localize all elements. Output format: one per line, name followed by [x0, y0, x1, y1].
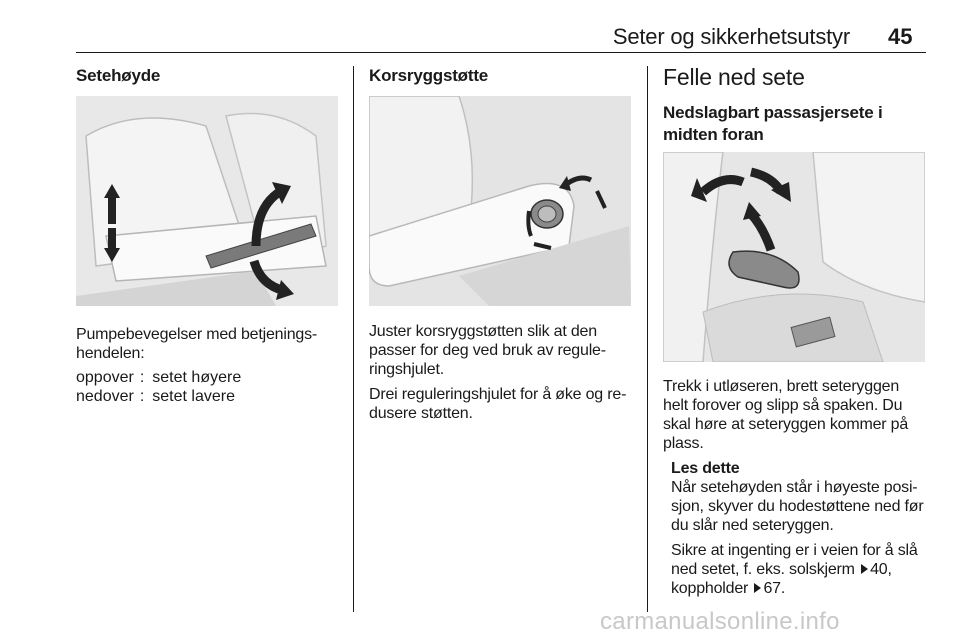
seat-height-intro [76, 325, 341, 363]
seat-height-illustration [76, 96, 338, 306]
watermark-text: carmanualsonline.info [600, 608, 840, 635]
intro-line: hendelen: [76, 345, 145, 362]
list-value: setet høyere [152, 369, 242, 386]
section-heading-setehoyde: Setehøyde [76, 66, 161, 85]
list-separator: : [139, 388, 145, 405]
text-line: koppholder [671, 580, 749, 597]
text-line: helt forover og slipp så spaken. Du [663, 397, 903, 414]
lumbar-support-drawing [369, 96, 631, 306]
text-line: Sikre at ingenting er i veien for å slå [671, 542, 918, 559]
seat-height-drawing [76, 96, 338, 306]
paragraph [369, 322, 639, 379]
note-title: Les dette [671, 460, 740, 477]
fold-seat-illustration [663, 152, 925, 362]
note-paragraph [671, 541, 933, 598]
text-line: Juster korsryggstøtten slik at den [369, 323, 597, 340]
running-header-title: Seter og sikkerhetsutstyr [612, 24, 850, 49]
list-item [76, 368, 241, 387]
fold-seat-drawing [663, 152, 925, 362]
text-line: plass. [663, 435, 704, 452]
triangle-right-icon[interactable] [861, 564, 868, 574]
list-item [76, 387, 241, 406]
fold-seat-text [663, 377, 931, 459]
list-key: oppover [76, 369, 134, 386]
note-box [671, 459, 933, 604]
page-reference-link[interactable]: 40, [870, 561, 892, 578]
triangle-right-icon[interactable] [754, 583, 761, 593]
text-line: ringshjulet. [369, 361, 444, 378]
definition-list [76, 368, 241, 406]
lumbar-support-text [369, 322, 639, 429]
header-rule [76, 52, 926, 53]
heading-line: midten foran [663, 125, 764, 144]
paragraph [369, 385, 639, 423]
text-line: Når setehøyden står i høyeste posi- [671, 479, 918, 496]
heading-line: Nedslagbart passasjersete i [663, 103, 883, 122]
page-number: 45 [888, 24, 913, 49]
text-line: du slår ned seteryggen. [671, 517, 834, 534]
text-line: dusere støtten. [369, 405, 473, 422]
text-line: sjon, skyver du hodestøttene ned før [671, 498, 924, 515]
column-divider-2 [647, 66, 648, 612]
text-line: skal høre at seteryggen kommer på [663, 416, 909, 433]
text-line: passer for deg ved bruk av regule- [369, 342, 606, 359]
text-line: Trekk i utløseren, brett seteryggen [663, 378, 900, 395]
note-paragraph [671, 478, 933, 535]
lumbar-support-illustration [369, 96, 631, 306]
text-line: ned setet, f. eks. solskjerm [671, 561, 855, 578]
paragraph [663, 377, 931, 453]
column-divider-1 [353, 66, 354, 612]
page-reference-link[interactable]: 67. [763, 580, 786, 597]
seat-height-list [76, 368, 241, 406]
list-key: nedover [76, 388, 134, 405]
text-line: Drei reguleringshjulet for å øke og re- [369, 386, 627, 403]
list-separator: : [139, 369, 145, 386]
subsection-heading [663, 102, 883, 146]
list-value: setet lavere [152, 388, 235, 405]
intro-line: Pumpebevegelser med betjenings- [76, 326, 318, 343]
section-heading-korsryggstotte: Korsryggstøtte [369, 66, 489, 85]
section-title-felle-ned-sete: Felle ned sete [663, 64, 805, 90]
